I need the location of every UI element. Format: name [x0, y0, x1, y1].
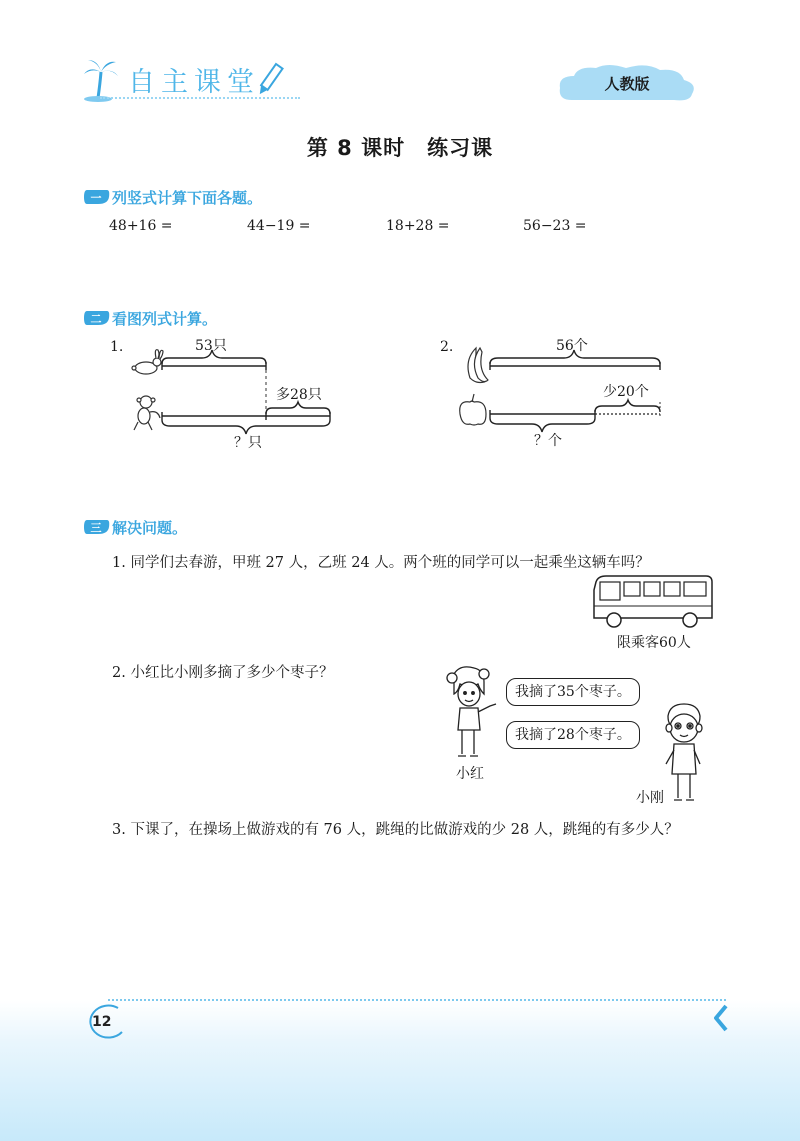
page-number: 12 [92, 1014, 112, 1030]
diagram-label: ？个 [534, 433, 562, 449]
section-heading: 看图列式计算。 [112, 310, 218, 328]
footer-divider [108, 999, 726, 1001]
expression-4: 56−23 = [523, 218, 587, 234]
expression-3: 18+28 = [386, 218, 450, 234]
section-number: 二 [90, 312, 102, 326]
section-badge-icon [84, 519, 110, 535]
diagram-label: 53只 [195, 338, 227, 354]
diagram-label: 少20个 [603, 384, 649, 400]
header-divider [100, 97, 300, 99]
question-3: 3. 下课了，在操场上做游戏的有 76 人，跳绳的比做游戏的少 28 人，跳绳的有多少人？ [112, 822, 679, 838]
section-number: 三 [90, 521, 102, 535]
girl-xiaohong-icon [440, 664, 504, 764]
expression-2: 44−19 = [247, 218, 311, 234]
bus-caption: 限乘客60人 [617, 635, 691, 651]
palm-tree-icon [84, 60, 118, 102]
problem-number: 2. [440, 339, 454, 355]
rabbit-icon [132, 350, 163, 374]
speech-bubble-xiaohong: 我摘了35个枣子。 [506, 678, 640, 706]
bus-icon [590, 574, 714, 630]
diagram-label: ？只 [234, 435, 262, 451]
section-heading: 列竖式计算下面各题。 [112, 189, 263, 207]
section-badge-icon [84, 310, 110, 326]
speech-bubble-xiaogang: 我摘了28个枣子。 [506, 721, 640, 749]
brace-less [595, 400, 660, 412]
banana-icon [468, 348, 488, 383]
question-1: 1. 同学们去春游，甲班 27 人，乙班 24 人。两个班的同学可以一起乘坐这辆车吗？ [112, 555, 650, 571]
problem-number: 1. [110, 339, 124, 355]
diagram-label: 56个 [556, 338, 588, 354]
brand-title: 自主课堂 [128, 67, 260, 98]
apple-icon [460, 394, 486, 425]
edition-label: 人教版 [604, 75, 650, 93]
question-2: 2. 小红比小刚多摘了多少个枣子？ [112, 665, 334, 681]
page-title: 第 8 课时 练习课 [306, 136, 494, 160]
section-badge-icon [84, 189, 110, 205]
section-heading: 解决问题。 [112, 519, 188, 537]
section-number: 一 [90, 191, 102, 205]
chevron-left-icon [712, 1004, 730, 1032]
expression-1: 48+16 = [109, 218, 173, 234]
diagram-label: 多28只 [276, 387, 322, 403]
monkey-icon [134, 396, 160, 430]
name-label-xiaogang: 小刚 [636, 790, 664, 806]
name-label-xiaohong: 小红 [456, 766, 484, 782]
pencil-icon [256, 64, 282, 96]
